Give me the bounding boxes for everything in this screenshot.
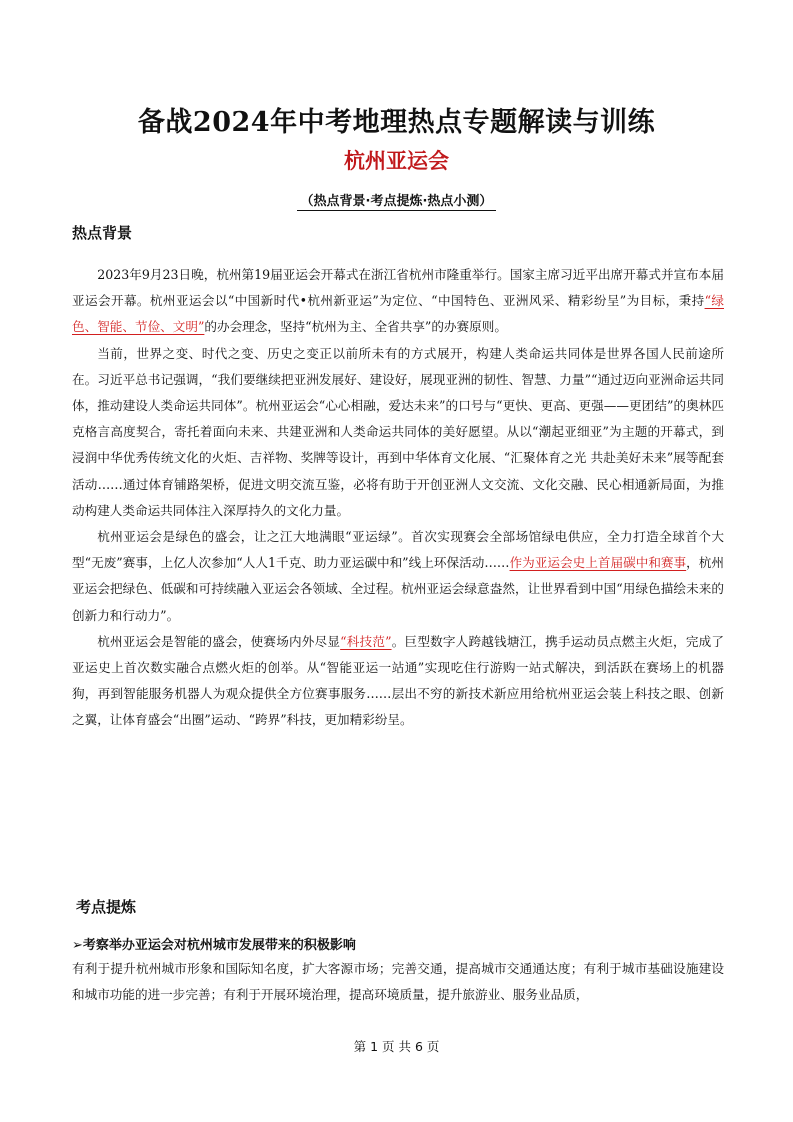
text-run: 。巨型数字人跨越钱塘江，携手运动员点燃主火炬，完成了亚运史上首次数实融合点燃火炬的创举。从“智能亚运一站通”实现吃住行游购一站式解决，到活跃在赛场上的机器狗，再到智能服务机器人为观众提供全方位赛事服务……层出不穷的新技术新应用给杭州亚运会装上科技之眼、创新之翼，让体育盛会“出圈”运动、“跨界”科技，更加精彩纷呈。	[72, 633, 724, 728]
background-paragraph-3	[72, 524, 724, 629]
background-body	[72, 262, 724, 734]
points-heading: 考点提炼	[76, 898, 137, 916]
page-subtitle: 杭州亚运会	[344, 149, 449, 173]
arrow-bullet-icon: ➢	[72, 938, 83, 953]
text-run: 当前，世界之变、时代之变、历史之变正以前所未有的方式展开，构建人类命运共同体是世界各国人民前途所在。习近平总书记强调，“我们要继续把亚洲发展好、建设好，展现亚洲的韧性、智慧、力量”“通过迈向亚洲命运共同体，推动建设人类命运共同体”。杭州亚运会“心心相融，爱达未来”的口号与“更快、更高、更强——更团结”的奥林匹克格言高度契合，寄托着面向未来、共建亚洲和人类命运共同体的美好愿望。从以“潮起亚细亚”为主题的开幕式，到浸润中华优秀传统文化的火炬、吉祥物、奖牌等设计，再到中华体育文化展、“汇聚体育之光 共赴美好未来”展等配套活动……通过体育铺路架桥，促进文明交流互鉴，必将有助于开创亚洲人文交流、文化交融、民心相通新局面，为推动构建人类命运共同体注入深厚持久的文化力量。	[72, 345, 724, 518]
page-title: 备战2024年中考地理热点专题解读与训练	[137, 107, 656, 138]
point-item-text: 有利于提升杭州城市形象和国际知名度，扩大客源市场；完善交通，提高城市交通通达度；有利于城市基础设施建设和城市功能的进一步完善；有利于开展环境治理，提高环境质量，提升旅游业、服务业品质，	[72, 961, 724, 1003]
highlighted-phrase: 作为亚运会史上首届碳中和赛事	[509, 555, 687, 571]
point-item-title	[72, 934, 356, 953]
page-footer: 第 1 页 共 6 页	[353, 1039, 440, 1054]
text-run: 2023年9月23日晚，杭州第19届亚运会开幕式在浙江省杭州市隆重举行。国家主席习近平出席开幕式并宣布本届亚运会开幕。杭州亚运会以“中国新时代•杭州新亚运”为定位、“中国特色、亚洲风采、精彩纷呈”为目标，秉持	[72, 267, 724, 309]
text-run: 的办会理念，坚持“杭州为主、全省共享”的办赛原则。	[204, 319, 507, 335]
section-tagline	[0, 190, 793, 209]
highlighted-phrase: “绿色、智能、节俭、文明”	[72, 293, 724, 335]
background-heading: 热点背景	[72, 224, 133, 242]
background-paragraph-1	[72, 262, 724, 341]
text-run: ，杭州亚运会把绿色、低碳和可持续融入亚运会各领域、全过程。杭州亚运会绿意盎然，让世界看到中国“用绿色描绘未来的创新力和行动力”。	[72, 555, 724, 623]
highlighted-phrase: “科技范”	[340, 633, 392, 649]
background-paragraph-4	[72, 629, 724, 734]
tagline-text: （热点背景·考点提炼·热点小测）	[297, 194, 497, 211]
text-run: 杭州亚运会是绿色的盛会，让之江大地满眼“亚运绿”。首次实现赛会全部场馆绿电供应，全力打造全球首个大型“无废”赛事，上亿人次参加“人人1千克、助力亚运碳中和”线上环保活动……	[72, 529, 724, 571]
text-run: 杭州亚运会是智能的盛会，使赛场内外尽显	[97, 633, 341, 649]
point-item-title-text: 考察举办亚运会对杭州城市发展带来的积极影响	[82, 938, 356, 953]
background-paragraph-2	[72, 341, 724, 524]
